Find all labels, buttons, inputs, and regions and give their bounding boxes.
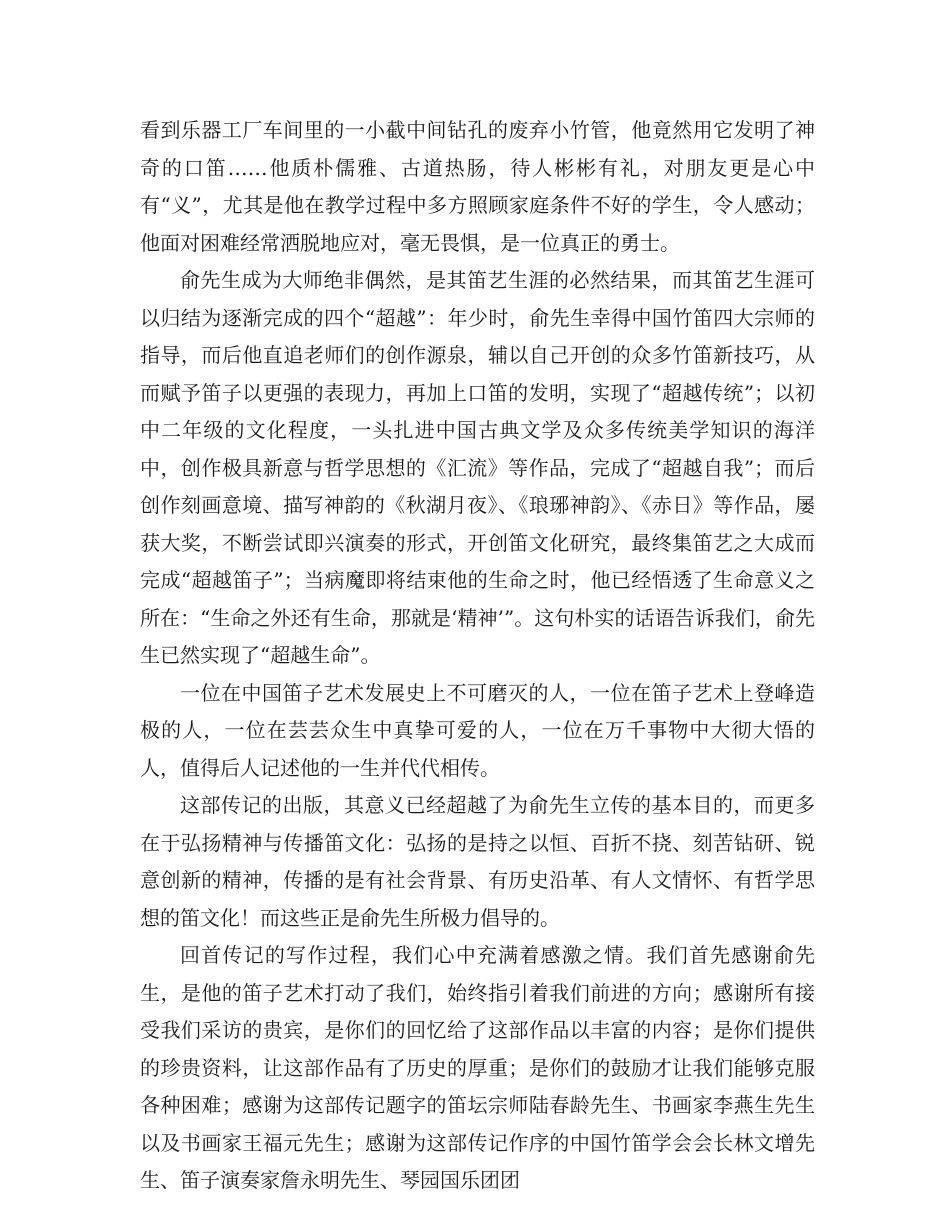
- paragraph-3: 一位在中国笛子艺术发展史上不可磨灭的人，一位在笛子艺术上登峰造极的人，一位在芸芸众生中真挚可爱的人，一位在万千事物中大彻大悟的人，值得后人记述他的一生并代代相传。: [140, 680, 815, 780]
- paragraph-2: 俞先生成为大师绝非偶然，是其笛艺生涯的必然结果，而其笛艺生涯可以归结为逐渐完成的四个“超越”：年少时，俞先生幸得中国竹笛四大宗师的指导，而后他直追老师们的创作源泉，辅以自己开创的众多竹笛新技巧，从而赋予笛子以更强的表现力，再加上口笛的发明，实现了“超越传统”；以初中二年级的文化程度，一头扎进中国古典文学及众多传统美学知识的海洋中，创作极具新意与哲学思想的《汇流》等作品，完成了“超越自我”；而后创作刻画意境、描写神韵的《秋湖月夜》、《琅琊神韵》、《赤日》等作品，屡获大奖，不断尝试即兴演奏的形式，开创笛文化研究，最终集笛艺之大成而完成“超越笛子”；当病魔即将结束他的生命之时，他已经悟透了生命意义之所在：“生命之外还有生命，那就是‘精神’”。这句朴实的话语告诉我们，俞先生已然实现了“超越生命”。: [140, 268, 815, 667]
- paragraph-1: 看到乐器工厂车间里的一小截中间钻孔的废弃小竹管，他竟然用它发明了神奇的口笛……他质朴儒雅、古道热肠，待人彬彬有礼，对朋友更是心中有“义”，尤其是他在教学过程中多方照顾家庭条件不好的学生，令人感动；他面对困难经常洒脱地应对，毫无畏惧，是一位真正的勇士。: [140, 118, 815, 255]
- paragraph-5: 回首传记的写作过程，我们心中充满着感激之情。我们首先感谢俞先生，是他的笛子艺术打动了我们，始终指引着我们前进的方向；感谢所有接受我们采访的贵宾，是你们的回忆给了这部作品以丰富的内容；是你们提供的珍贵资料，让这部作品有了历史的厚重；是你们的鼓励才让我们能够克服各种困难；感谢为这部传记题字的笛坛宗师陆春龄先生、书画家李燕生先生以及书画家王福元先生；感谢为这部传记作序的中国竹笛学会会长林文增先生、笛子演奏家詹永明先生、琴园国乐团团: [140, 943, 815, 1192]
- body-text: [140, 112, 815, 1200]
- paragraph-4: 这部传记的出版，其意义已经超越了为俞先生立传的基本目的，而更多在于弘扬精神与传播笛文化：弘扬的是持之以恒、百折不挠、刻苦钻研、锐意创新的精神，传播的是有社会背景、有历史沿革、有人文情怀、有哲学思想的笛文化！而这些正是俞先生所极力倡导的。: [140, 793, 815, 930]
